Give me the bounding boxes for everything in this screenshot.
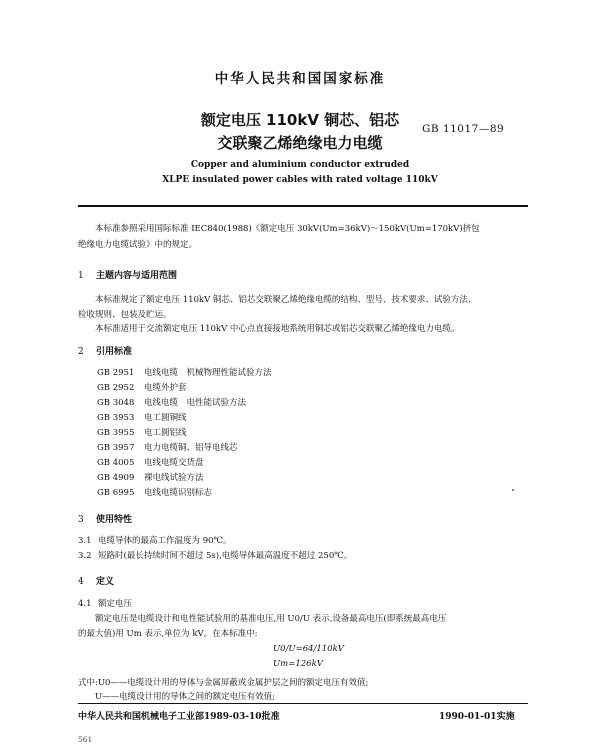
reference-name: 电线电缆 电性能试验方法 <box>144 398 247 408</box>
reference-item <box>97 426 187 438</box>
clause-3-2-number: 3.2 <box>78 551 92 561</box>
reference-name: 电线电缆交货盘 <box>144 458 204 468</box>
section-1-title: 主题内容与适用范围 <box>96 271 178 281</box>
section-1-para-2: 本标准适用于交流额定电压 110kV 中心点直接接地系统用铜芯或铝芯交联聚乙烯绝缘电力电缆。 <box>95 324 460 334</box>
clause-3-2-text: 短路时(最长持续时间不超过 5s),电缆导体最高温度不超过 250℃。 <box>98 551 353 561</box>
reference-code: GB 3955 <box>97 428 135 438</box>
reference-code: GB 4909 <box>97 473 135 483</box>
section-1-heading <box>78 268 177 281</box>
section-3-title: 使用特性 <box>96 515 133 525</box>
scan-speck <box>512 489 514 491</box>
reference-name: 电缆外护套 <box>144 383 187 393</box>
reference-name: 电力电缆铜、铝导电线芯 <box>144 443 238 453</box>
definition-u0: 式中:U0——电缆设计用的导体与金属屏蔽或金属护层之间的额定电压有效值; <box>78 678 369 688</box>
reference-item <box>97 471 204 483</box>
formula-rated-voltage: U0/U=64/110kV <box>273 644 344 654</box>
clause-4-1-text: 额定电压 <box>98 599 133 609</box>
page-number: 561 <box>78 735 93 744</box>
reference-code: GB 2952 <box>97 383 135 393</box>
approval-line: 中华人民共和国机械电子工业部1989-03-10批准 <box>78 712 280 722</box>
reference-name: 电线电缆识别标志 <box>144 488 213 498</box>
clause-4-1-number: 4.1 <box>78 599 92 609</box>
clause-3-1-text: 电缆导体的最高工作温度为 90℃。 <box>98 536 232 546</box>
reference-name: 电工圆铜线 <box>144 413 187 423</box>
reference-code: GB 3957 <box>97 443 135 453</box>
reference-item <box>97 441 238 453</box>
formula-max-voltage: Um=126kV <box>273 659 323 669</box>
standard-number: GB 11017—89 <box>422 123 505 135</box>
reference-item <box>97 366 272 378</box>
section-3-heading <box>78 512 132 525</box>
reference-item <box>97 411 187 423</box>
reference-name: 裸电线试验方法 <box>144 473 204 483</box>
section-3-number: 3 <box>78 515 84 525</box>
clause-3-1 <box>78 534 232 546</box>
reference-code: GB 3048 <box>97 398 135 408</box>
clause-3-2 <box>78 549 352 561</box>
reference-code: GB 6995 <box>97 488 135 498</box>
reference-item <box>97 456 204 468</box>
section-1-para-1-line-2: 检收规则、包装及贮运。 <box>78 310 172 320</box>
section-4-title: 定义 <box>96 577 115 587</box>
section-2-number: 2 <box>78 347 84 357</box>
footer-divider <box>78 703 528 704</box>
intro-line-1: 本标准参照采用国际标准 IEC840(1988)《额定电压 30kV(Um=36kV)～150kV(Um=170kV)挤包 <box>95 224 480 234</box>
reference-code: GB 3953 <box>97 413 135 423</box>
section-1-para-1-line-1: 本标准规定了额定电压 110kV 铜芯、铝芯交联聚乙烯绝缘电缆的结构、型号、技术要求、试验方法、 <box>95 295 477 305</box>
section-2-heading <box>78 344 132 357</box>
reference-code: GB 2951 <box>97 368 135 378</box>
reference-item <box>97 396 246 408</box>
english-title-line-1: Copper and aluminium conductor extruded <box>190 160 410 170</box>
section-4-number: 4 <box>78 577 84 587</box>
implementation-date: 1990-01-01实施 <box>439 712 515 722</box>
section-1-number: 1 <box>78 271 84 281</box>
document-title-line-1: 额定电压 110kV 铜芯、铝芯 <box>200 111 400 129</box>
document-title-line-2: 交联聚乙烯绝缘电力电缆 <box>217 134 383 152</box>
reference-name: 电线电缆 机械物理性能试验方法 <box>144 368 272 378</box>
header-divider <box>78 205 528 207</box>
english-title-line-2: XLPE insulated power cables with rated voltage 110kV <box>162 175 438 185</box>
reference-code: GB 4005 <box>97 458 135 468</box>
reference-item <box>97 486 212 498</box>
clause-4-1-para-line-1: 额定电压是电缆设计和电性能试验用的基准电压,用 U0/U 表示,设备最高电压(即系统最高电压 <box>95 614 447 624</box>
intro-line-2: 绝缘电力电缆试验》中的规定。 <box>78 240 198 250</box>
clause-3-1-number: 3.1 <box>78 536 92 546</box>
reference-name: 电工圆铝线 <box>144 428 187 438</box>
national-standard-header: 中华人民共和国国家标准 <box>214 71 386 87</box>
section-4-heading <box>78 574 114 587</box>
section-2-title: 引用标准 <box>96 347 133 357</box>
clause-4-1 <box>78 597 132 609</box>
reference-item <box>97 381 187 393</box>
definition-u: U——电缆设计用的导体之间的额定电压有效值; <box>95 692 276 702</box>
clause-4-1-para-line-2: 的最大值)用 Um 表示,单位为 kV。在本标准中: <box>78 629 258 639</box>
